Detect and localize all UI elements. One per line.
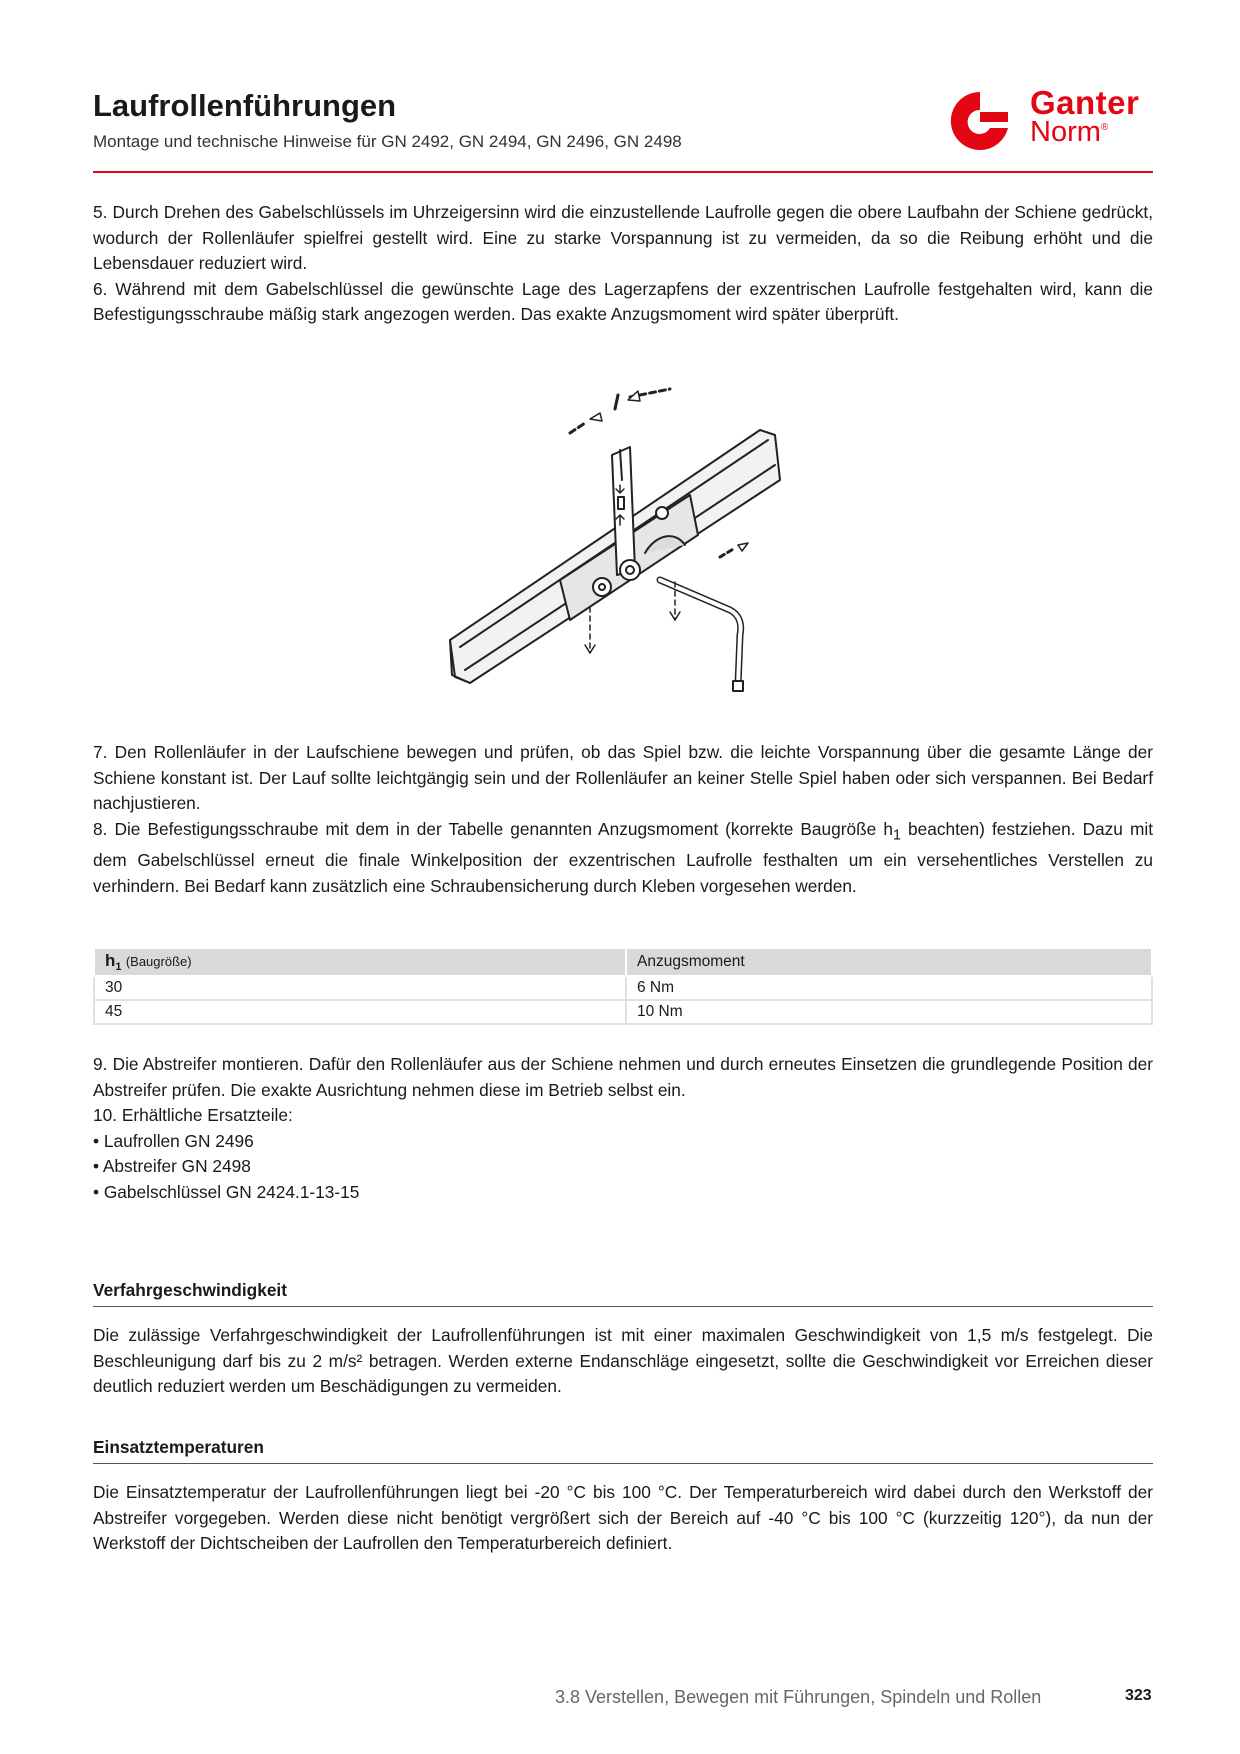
table-cell-size: 30 <box>94 976 626 1000</box>
table-cell-size: 45 <box>94 1000 626 1024</box>
step-9: 9. Die Abstreifer montieren. Dafür den Rollenläufer aus der Schiene nehmen und durch erneutes Einsetzen die grundlegende Position der Abstreifer prüfen. Die exakte Ausrichtung nehmen diese im Betrieb selbst ein. <box>93 1054 1153 1100</box>
steps-9-10 <box>93 1052 1153 1205</box>
table-row <box>94 976 1152 1000</box>
page-number: 323 <box>1125 1687 1152 1704</box>
ganter-logo-icon <box>940 88 1018 154</box>
size-note: (Baugröße) <box>125 953 192 969</box>
step-8-subscript: 1 <box>892 826 901 843</box>
step-8-text-b: beachten) festziehen. Dazu mit dem Gabelschlüssel erneut die finale Winkelposition der exzentrischen Laufrolle festhalten um ein versehentliches Verstellen zu verhindern. Bei Bedarf kann zusätzlich eine Schraubensicherung durch Kleben vorgesehen werden. <box>93 818 1154 896</box>
page-title: Laufrollenführungen <box>93 88 397 123</box>
header-divider <box>93 171 1153 173</box>
step-7: 7. Den Rollenläufer in der Laufschiene bewegen und prüfen, ob das Spiel bzw. die leichte Vorspannung über die gesamte Länge der Schiene konstant ist. Der Lauf sollte leichtgängig sein und der Rollenläufer an keiner Stelle Spiel haben oder sich verspannen. Bei Bedarf nachjustieren. <box>93 742 1153 813</box>
size-symbol-subscript: 1 <box>115 961 122 974</box>
table-header-row <box>94 948 1152 976</box>
logo-text-norm-word: Norm <box>1030 116 1101 148</box>
table-header-torque: Anzugsmoment <box>626 948 1152 976</box>
section-text-speed: Die zulässige Verfahrgeschwindigkeit der Laufrollenführungen ist mit einer maximalen Geschwindigkeit von 1,5 m/s festgelegt. Die Beschleunigung darf bis zu 2 m/s² betragen. Werden externe Endanschläge eingesetzt, sollte die Geschwindigkeit vor Erreichen dieser deutlich reduziert werden um Beschädigungen zu vermeiden. <box>93 1325 1153 1396</box>
section-heading-temperature: Einsatztemperaturen <box>93 1437 1153 1464</box>
logo-text-ganter: Ganter <box>1030 84 1140 121</box>
spare-parts-list <box>93 1129 1153 1206</box>
table-header-size <box>94 948 626 976</box>
step-6: 6. Während mit dem Gabelschlüssel die gewünschte Lage des Lagerzapfens der exzentrischen Laufrolle festgehalten wird, kann die Befestigungsschraube mäßig stark angezogen werden. Das exakte Anzugsmoment wird später überprüft. <box>93 278 1153 324</box>
torque-table <box>93 947 1153 1025</box>
step-10: 10. Erhältliche Ersatzteile: <box>93 1105 293 1125</box>
list-item: • Abstreifer GN 2498 <box>93 1154 1153 1180</box>
step-5: 5. Durch Drehen des Gabelschlüssels im Uhrzeigersinn wird die einzustellende Laufrolle gegen die obere Laufbahn der Schiene gedrückt, wodurch der Rollenläufer spielfrei gestellt wird. Eine zu starke Vorspannung ist zu vermeiden, da so die Reibung erhöht und die Lebensdauer reduziert wird. <box>93 202 1153 273</box>
rail-wrench-illustration <box>430 385 810 705</box>
page-subtitle: Montage und technische Hinweise für GN 2492, GN 2494, GN 2496, GN 2498 <box>93 132 682 151</box>
table-cell-torque: 6 Nm <box>626 976 1152 1000</box>
step-8-text-a: 8. Die Befestigungsschraube mit dem in der Tabelle genannten Anzugsmoment (korrekte Baugröße h <box>93 818 893 839</box>
section-heading-speed: Verfahrgeschwindigkeit <box>93 1280 1153 1307</box>
assembly-illustration <box>430 385 810 705</box>
steps-7-8 <box>93 740 1153 899</box>
list-item: • Gabelschlüssel GN 2424.1-13-15 <box>93 1180 1153 1206</box>
size-symbol: h <box>105 950 116 970</box>
footer-chapter: 3.8 Verstellen, Bewegen mit Führungen, Spindeln und Rollen <box>555 1687 1042 1707</box>
ganter-norm-logo <box>940 86 1155 156</box>
registered-mark: ® <box>1100 122 1109 133</box>
section-text-temperature: Die Einsatztemperatur der Laufrollenführungen liegt bei -20 °C bis 100 °C. Der Temperaturbereich wird dabei durch den Werkstoff der Abstreifer vorgegeben. Werden diese nicht benötigt vergrößert sich der Bereich auf -40 °C bis 100 °C (kurzzeitig 120°), da nun der Werkstoff der Dichtscheiben der Laufrollen den Temperaturbereich definiert. <box>93 1482 1153 1553</box>
steps-5-6 <box>93 200 1153 328</box>
table-cell-torque: 10 Nm <box>626 1000 1152 1024</box>
step-8 <box>93 817 1153 900</box>
logo-text-norm <box>1030 116 1108 149</box>
list-item: • Laufrollen GN 2496 <box>93 1129 1153 1155</box>
table-row <box>94 1000 1152 1024</box>
